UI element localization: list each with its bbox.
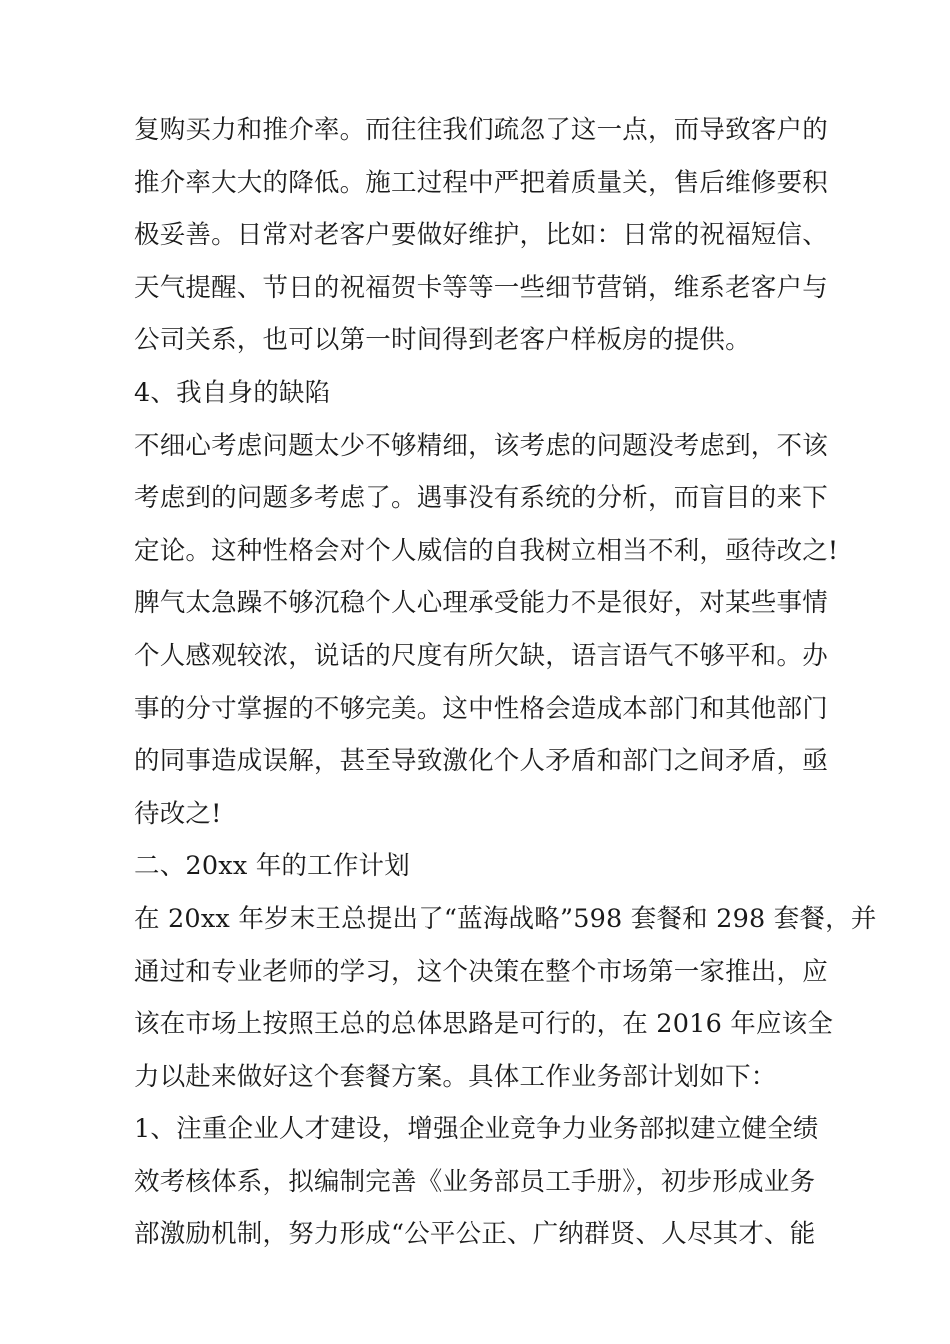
text-line: 通过和专业老师的学习，这个决策在整个市场第一家推出，应 (134, 956, 828, 987)
text-line: 事的分寸掌握的不够完美。这中性格会造成本部门和其他部门 (134, 693, 828, 724)
text-line: 复购买力和推介率。而往往我们疏忽了这一点，而导致客户的 (134, 115, 828, 145)
section-heading: 二、20xx 年的工作计划 (134, 851, 410, 882)
section-heading: 4、我自身的缺陷 (134, 377, 331, 408)
text-line: 在 20xx 年岁末王总提出了“蓝海战略”598 套餐和 298 套餐，并 (134, 903, 877, 934)
text-line: 公司关系，也可以第一时间得到老客户样板房的提供。 (134, 325, 751, 356)
text-line: 脾气太急躁不够沉稳个人心理承受能力不是很好，对某些事情 (134, 588, 828, 619)
text-line: 个人感观较浓，说话的尺度有所欠缺，语言语气不够平和。办 (134, 640, 828, 671)
text-line: 天气提醒、节日的祝福贺卡等等一些细节营销，维系老客户与 (134, 272, 828, 303)
text-line: 定论。这种性格会对个人威信的自我树立相当不利，亟待改之! (134, 535, 839, 566)
text-line: 考虑到的问题多考虑了。遇事没有系统的分析，而盲目的来下 (134, 483, 828, 514)
text-line: 待改之! (134, 798, 222, 829)
list-item-heading: 1、注重企业人才建设，增强企业竞争力业务部拟建立健全绩 (134, 1114, 819, 1145)
text-line: 效考核体系，拟编制完善《业务部员工手册》，初步形成业务 (134, 1166, 816, 1197)
text-line: 部激励机制，努力形成“公平公正、广纳群贤、人尽其才、能 (134, 1219, 816, 1250)
text-line: 力以赴来做好这个套餐方案。具体工作业务部计划如下： (134, 1061, 777, 1092)
text-line: 不细心考虑问题太少不够精细，该考虑的问题没考虑到，不该 (134, 430, 828, 461)
text-line: 该在市场上按照王总的总体思路是可行的，在 2016 年应该全 (134, 1009, 834, 1040)
document-body (134, 104, 877, 1261)
text-line: 的同事造成误解，甚至导致激化个人矛盾和部门之间矛盾，亟 (134, 746, 828, 777)
text-line: 推介率大大的降低。施工过程中严把着质量关，售后维修要积 (134, 167, 828, 198)
text-line: 极妥善。日常对老客户要做好维护，比如：日常的祝福短信、 (134, 220, 828, 251)
